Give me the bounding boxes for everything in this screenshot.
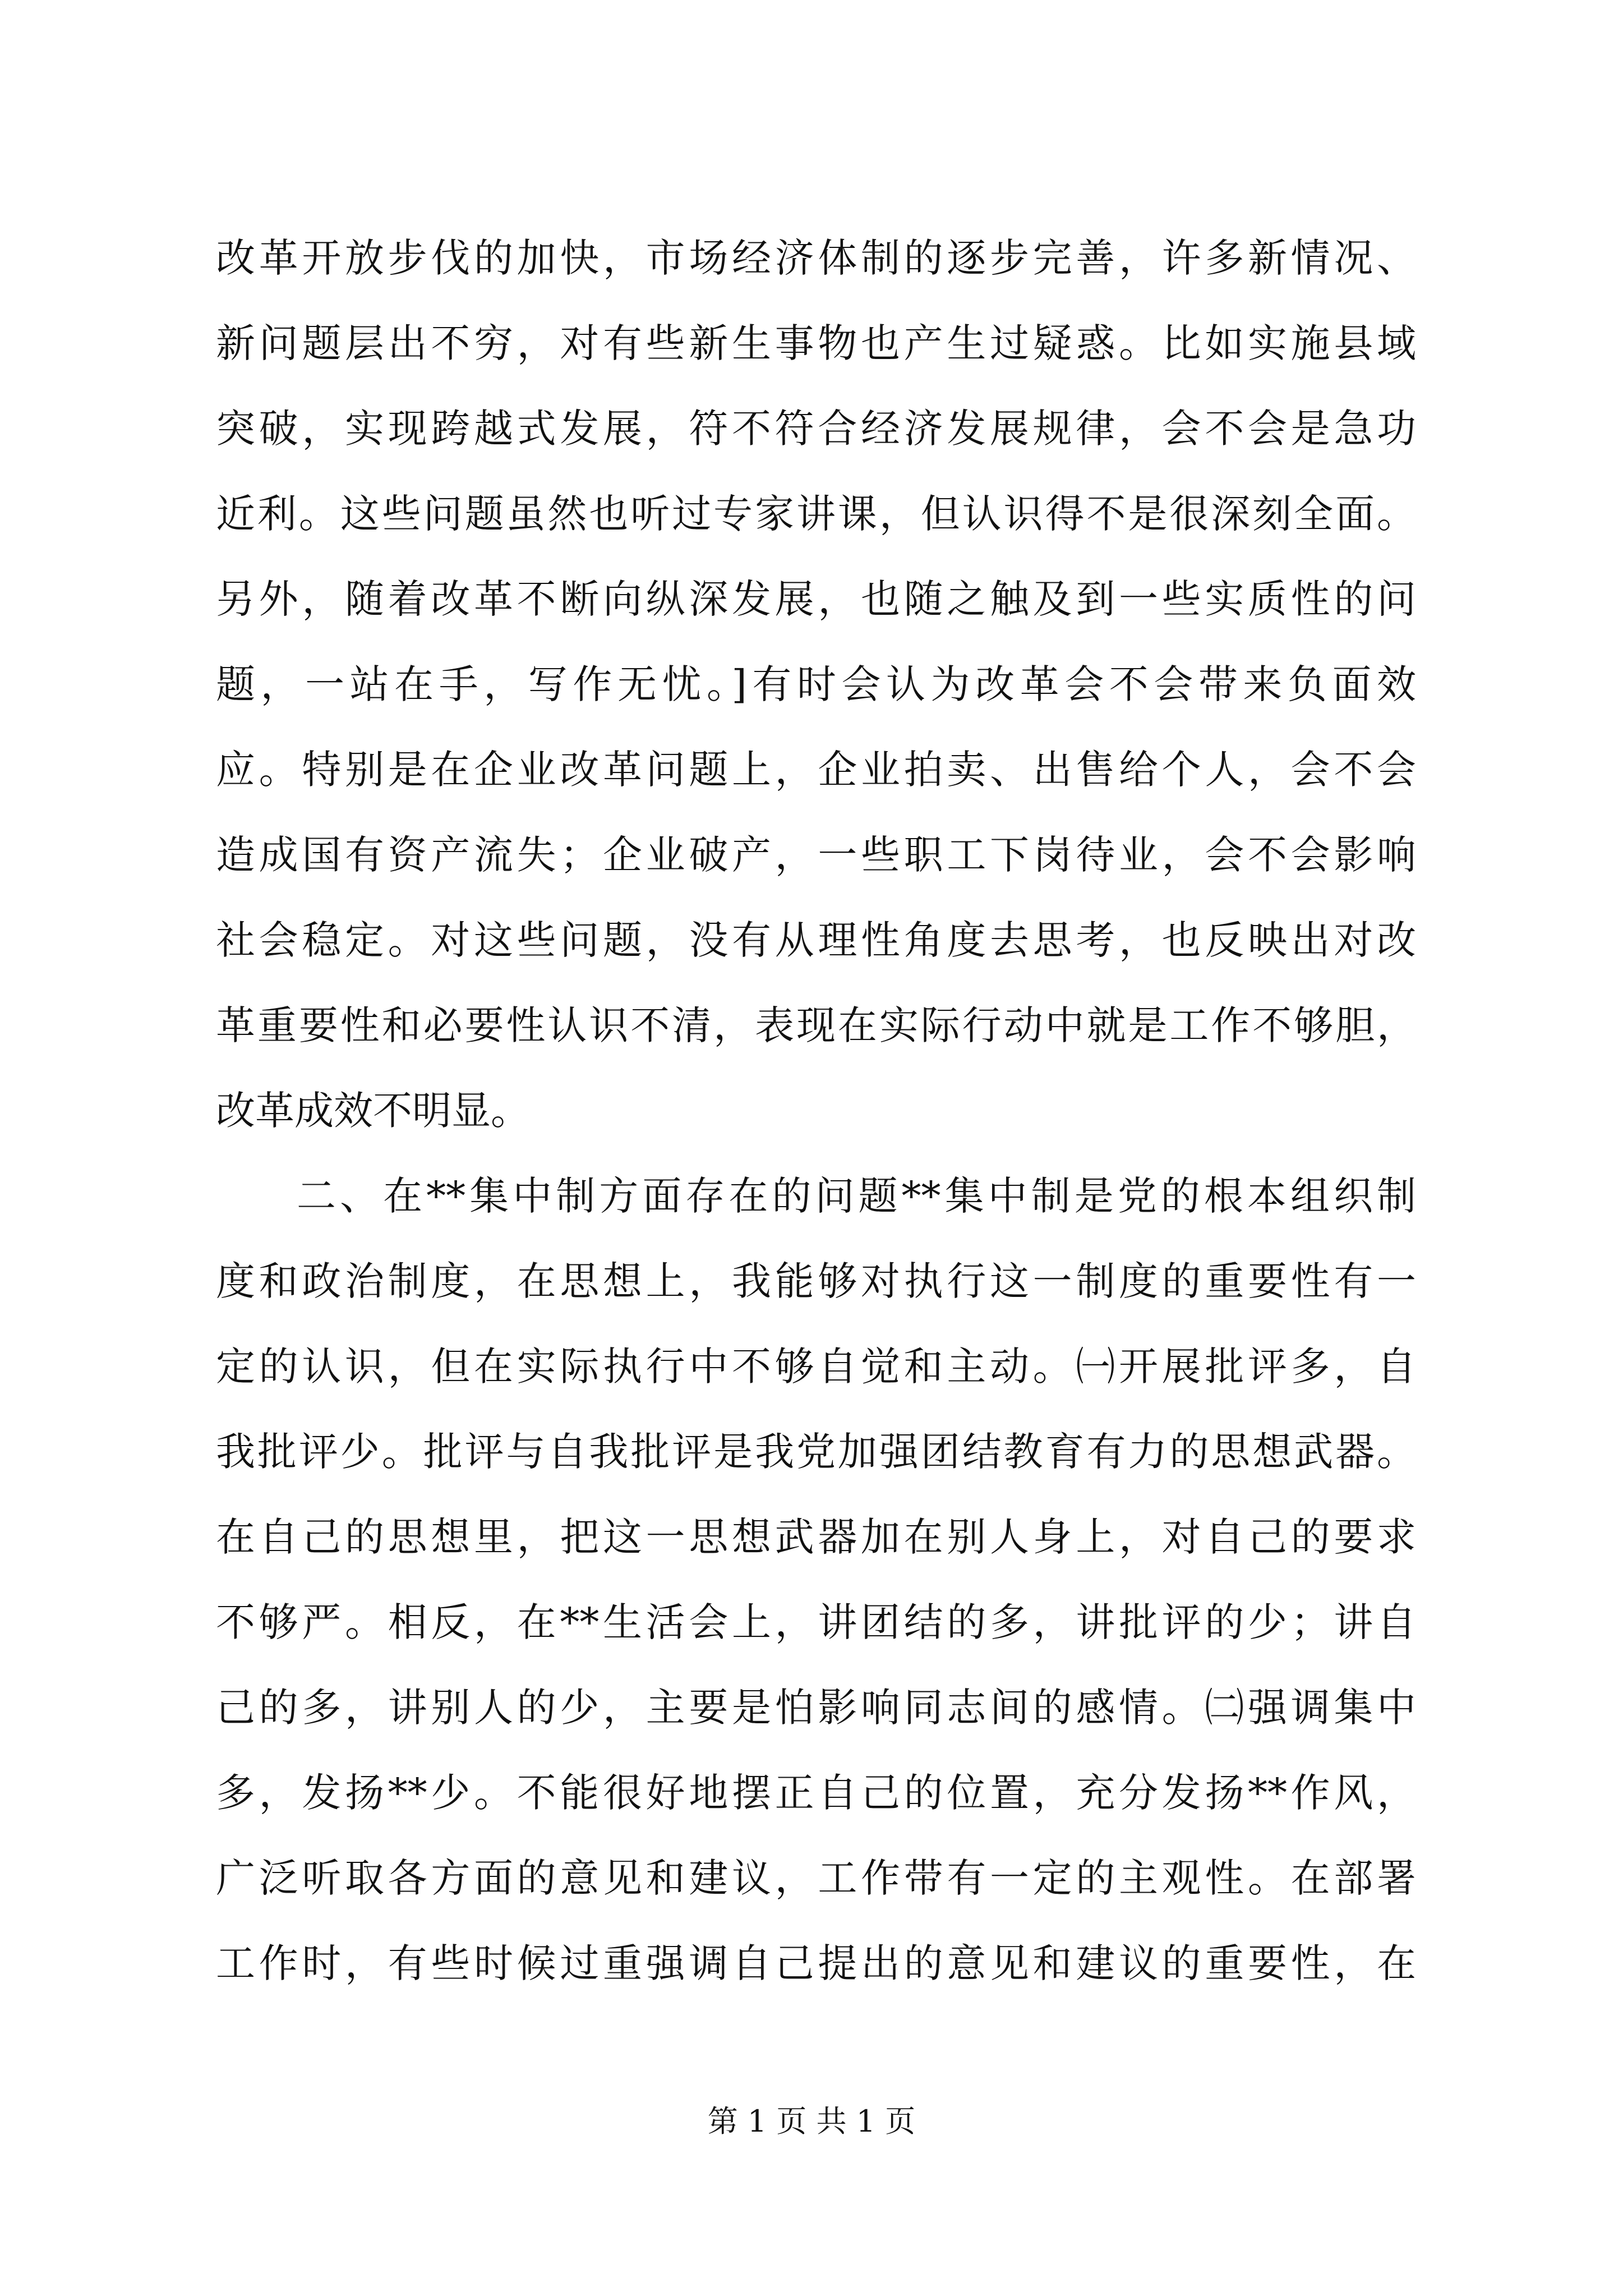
text-line: 新问题层出不穷，对有些新生事物也产生过疑惑。比如实施县域 <box>216 320 1416 366</box>
text-line: 多，发扬**少。不能很好地摆正自己的位置，充分发扬**作风， <box>216 1770 1416 1816</box>
document-body <box>216 215 1416 2006</box>
text-line: 在自己的思想里，把这一思想武器加在别人身上，对自己的要求 <box>216 1514 1416 1560</box>
page-number-footer: 第 1 页 共 1 页 <box>707 2104 916 2139</box>
text-line: 造成国有资产流失；企业破产，一些职工下岗待业，会不会影响 <box>216 832 1416 878</box>
text-line: 度和政治制度，在思想上，我能够对执行这一制度的重要性有一 <box>216 1258 1416 1304</box>
text-line: 不够严。相反，在**生活会上，讲团结的多，讲批评的少；讲自 <box>216 1599 1416 1645</box>
text-line: 革重要性和必要性认识不清，表现在实际行动中就是工作不够胆， <box>216 1002 1416 1048</box>
text-line: 近利。这些问题虽然也听过专家讲课，但认识得不是很深刻全面。 <box>216 491 1416 537</box>
text-line: 社会稳定。对这些问题，没有从理性角度去思考，也反映出对改 <box>216 917 1416 963</box>
text-line: 另外，随着改革不断向纵深发展，也随之触及到一些实质性的问 <box>216 576 1416 622</box>
text-line: 工作时，有些时候过重强调自己提出的意见和建议的重要性，在 <box>216 1940 1416 1986</box>
text-line: 应。特别是在企业改革问题上，企业拍卖、出售给个人，会不会 <box>216 747 1416 793</box>
text-line: 改革开放步伐的加快，市场经济体制的逐步完善，许多新情况、 <box>216 235 1416 281</box>
text-line: 广泛听取各方面的意见和建议，工作带有一定的主观性。在部署 <box>216 1855 1416 1901</box>
text-line: 二、在**集中制方面存在的问题**集中制是党的根本组织制 <box>297 1173 1416 1219</box>
text-line: 己的多，讲别人的少，主要是怕影响同志间的感情。㈡强调集中 <box>216 1685 1416 1731</box>
paragraph-2 <box>216 1153 1416 2006</box>
text-line: 我批评少。批评与自我批评是我党加强团结教育有力的思想武器。 <box>216 1429 1416 1475</box>
text-line: 题，一站在手，写作无忧。]有时会认为改革会不会带来负面效 <box>216 661 1416 707</box>
paragraph-1 <box>216 215 1416 1153</box>
text-line: 突破，实现跨越式发展，符不符合经济发展规律，会不会是急功 <box>216 406 1416 452</box>
text-line: 改革成效不明显。 <box>216 1088 530 1134</box>
text-line: 定的认识，但在实际执行中不够自觉和主动。㈠开展批评多，自 <box>216 1343 1416 1389</box>
